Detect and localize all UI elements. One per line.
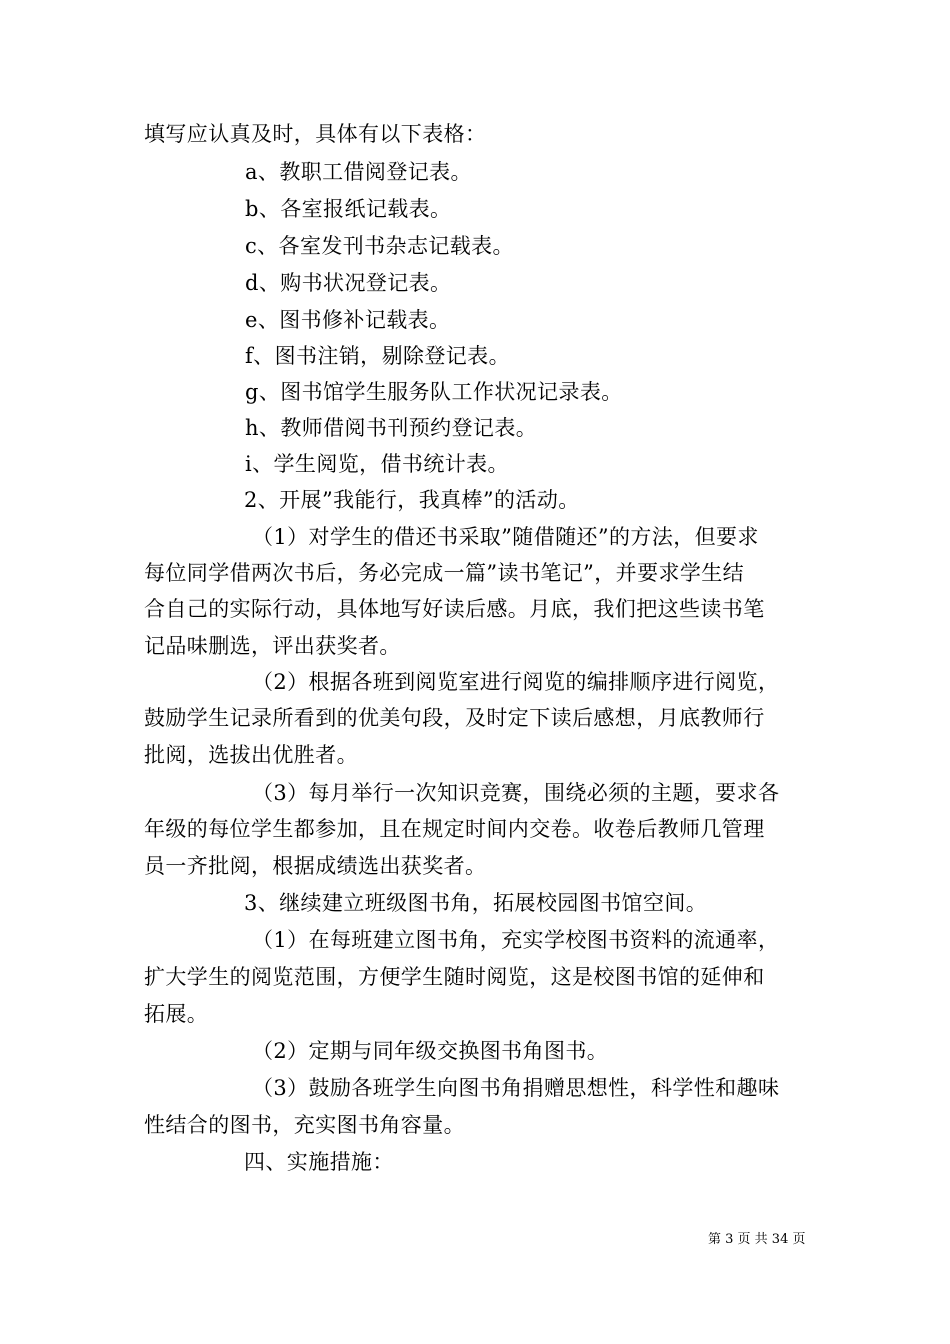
text-line: a、教职工借阅登记表。 <box>245 160 472 184</box>
text-line: 员一齐批阅，根据成绩选出获奖者。 <box>144 854 487 878</box>
text-line: f、图书注销，剔除登记表。 <box>245 344 510 368</box>
section-heading: 四、实施措施： <box>244 1150 394 1174</box>
text-line: 每位同学借两次书后，务必完成一篇”读书笔记”，并要求学生结 <box>144 561 745 585</box>
text-line: 合自己的实际行动，具体地写好读后感。月底，我们把这些读书笔 <box>144 597 765 621</box>
text-line: c、各室发刊书杂志记载表。 <box>245 234 514 258</box>
page-number: 第 3 页 共 34 页 <box>708 1232 806 1247</box>
text-line: h、教师借阅书刊预约登记表。 <box>245 416 538 440</box>
text-line: （3）鼓励各班学生向图书角捐赠思想性，科学性和趣味 <box>252 1076 780 1100</box>
text-line: 年级的每位学生都参加，且在规定时间内交卷。收卷后教师几管理 <box>144 817 765 841</box>
text-line: 填写应认真及时，具体有以下表格： <box>144 122 487 146</box>
text-line: （1）对学生的借还书采取”随借随还”的方法，但要求 <box>252 525 759 549</box>
text-line: 拓展。 <box>144 1002 209 1026</box>
text-line: g、图书馆学生服务队工作状况记录表。 <box>245 380 623 404</box>
text-line: （2）根据各班到阅览室进行阅览的编排顺序进行阅览， <box>252 670 780 694</box>
section-heading: 2、开展”我能行，我真棒”的活动。 <box>244 488 580 512</box>
text-line: 记品味删选，评出获奖者。 <box>144 634 401 658</box>
section-heading: 3、继续建立班级图书角，拓展校园图书馆空间。 <box>244 891 708 915</box>
text-line: b、各室报纸记载表。 <box>245 197 452 221</box>
text-line: （3）每月举行一次知识竞赛，围绕必须的主题，要求各 <box>252 781 780 805</box>
text-line: d、购书状况登记表。 <box>245 271 452 295</box>
text-line: e、图书修补记载表。 <box>245 308 451 332</box>
text-line: 扩大学生的阅览范围，方便学生随时阅览，这是校图书馆的延伸和 <box>144 965 765 989</box>
text-line: 批阅，选拔出优胜者。 <box>144 743 358 767</box>
text-line: 鼓励学生记录所看到的优美句段，及时定下读后感想，月底教师行 <box>144 706 765 730</box>
text-line: 性结合的图书，充实图书角容量。 <box>144 1113 465 1137</box>
text-line: （1）在每班建立图书角，充实学校图书资料的流通率， <box>252 928 780 952</box>
text-line: i、学生阅览，借书统计表。 <box>245 452 509 476</box>
text-line: （2）定期与同年级交换图书角图书。 <box>252 1039 609 1063</box>
